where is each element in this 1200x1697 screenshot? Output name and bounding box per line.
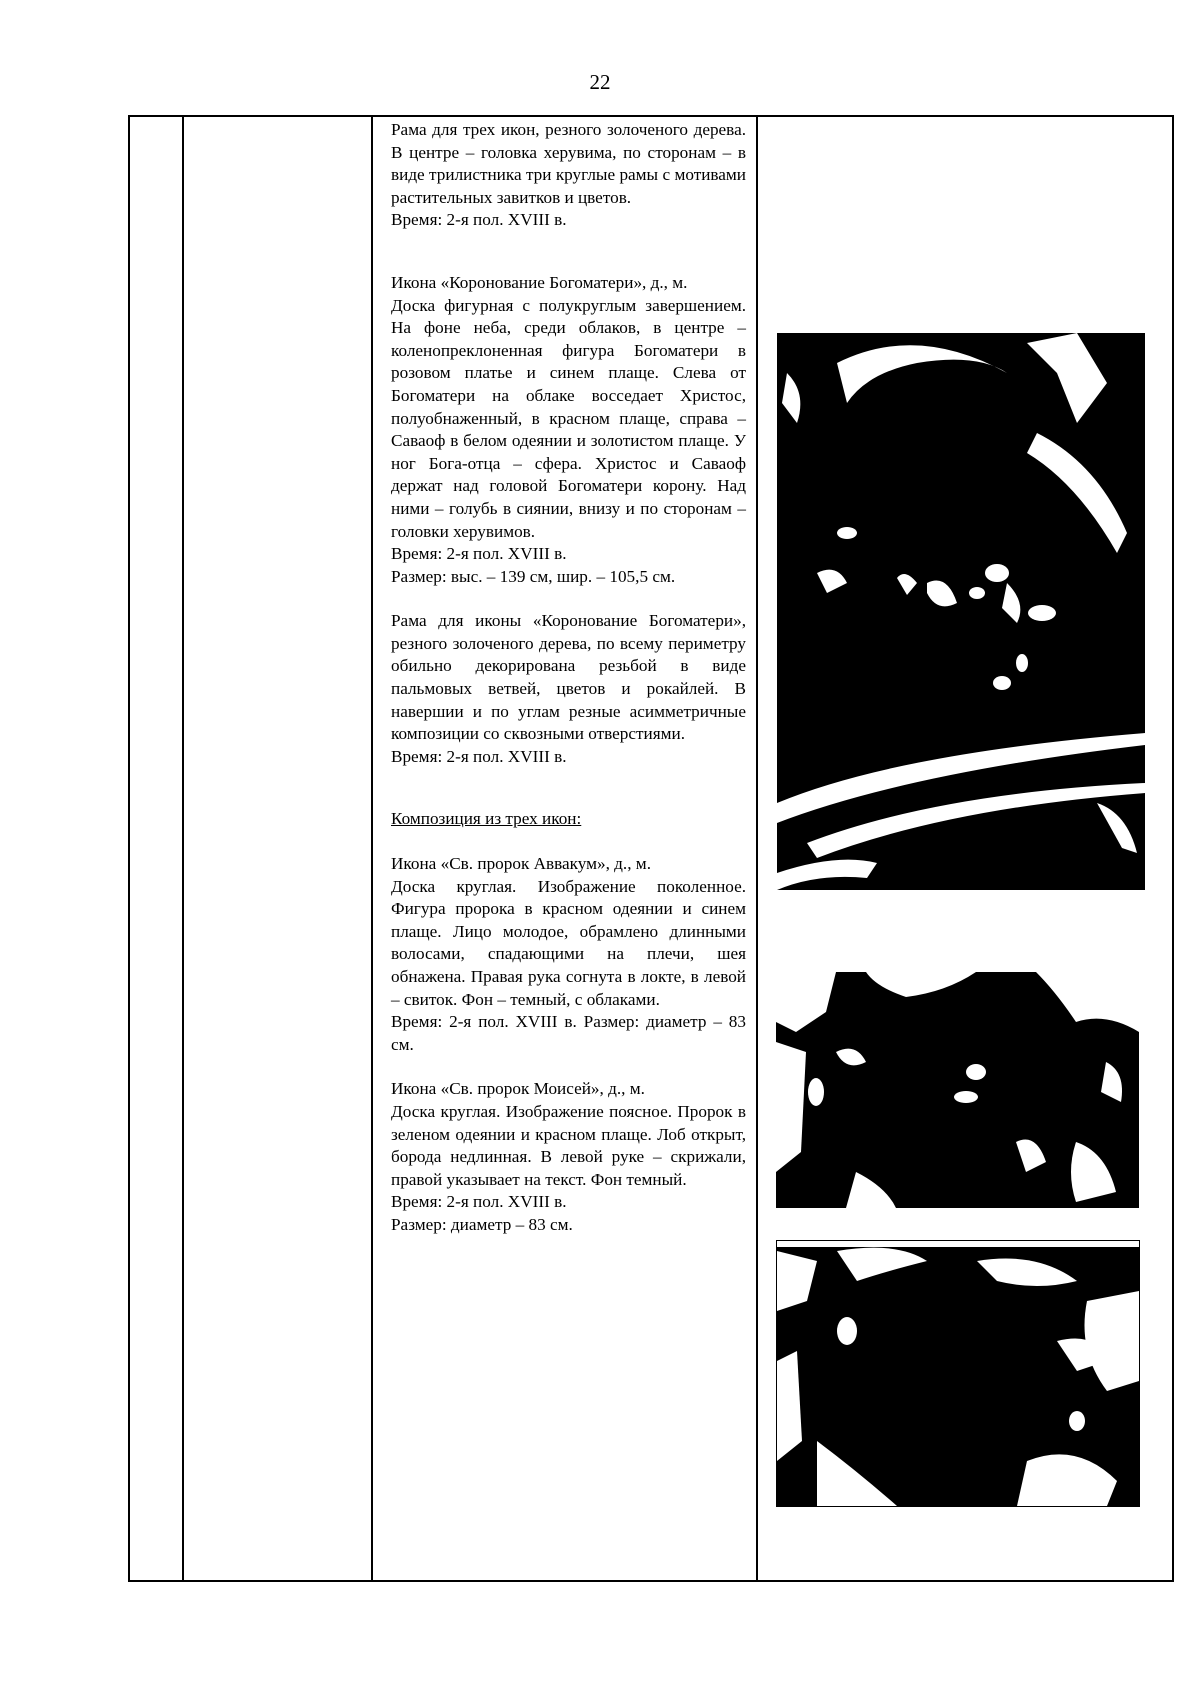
entry-text: Доска круглая. Изображение поясное. Пророк в зеленом одеянии и красном плаще. Лоб открыт, борода недлинная. В левой руке – скрижали, правой указывает на текст. Фон темный. — [391, 1101, 746, 1189]
entry-date: Время: 2-я пол. XVIII в. Размер: диаметр – 83 см. — [391, 1012, 746, 1054]
entry-text: Доска круглая. Изображение поколенное. Фигура пророка в красном одеянии и синем плаще. Лицо молодое, обрамлено длинными волосами, спадающими на плечи, шея обнажена. Правая рука согнута в локте, в левой – свиток. Фон – темный, с облаками. — [391, 876, 746, 1009]
entry-title: Икона «Св. пророк Аввакум», д., м. — [391, 854, 651, 874]
description-column — [381, 117, 756, 1237]
entry-text: Рама для трех икон, резного золоченого дерева. В центре – головка херувима, по сторонам – в виде трилистника три круглые рамы с мотивами растительных завитков и цветов. — [391, 120, 746, 207]
entry-text: Доска фигурная с полукруглым завершением. На фоне неба, среди облаков, в центре – коленопреклоненная фигура Богоматери в розовом платье и синем плаще. Слева от Богоматери на облаке восседает Христос, полуобнаженный, в красном плаще, справа – Саваоф в белом одеянии и золотистом плаще. У ног Бога-отца – сфера. Христос и Саваоф держат над головой Богоматери корону. Над ними – голубь в сиянии, внизу и по сторонам – головки херувимов. — [391, 295, 746, 541]
entry-text: Рама для иконы «Коронование Богоматери», резного золоченого дерева, по всему периметру обильно декорирована резьбой в виде пальмовых ветвей, цветов и рокайлей. В навершии и по углам резные асимметричные композиции со сквозными отверстиями. — [391, 611, 746, 744]
entry-date: Время: 2-я пол. XVIII в. — [391, 1192, 567, 1212]
column-divider-2 — [371, 117, 373, 1580]
column-divider-1 — [182, 117, 184, 1580]
entry-date: Время: 2-я пол. XVIII в. — [391, 210, 567, 230]
coronation-icon-photo — [777, 333, 1145, 890]
section-heading: Композиция из трех икон: — [391, 809, 582, 829]
entry-size: Размер: выс. – 139 см, шир. – 105,5 см. — [391, 566, 676, 586]
entry-date: Время: 2-я пол. XVIII в. — [391, 544, 567, 564]
entry-title: Икона «Коронование Богоматери», д., м. — [391, 272, 688, 292]
column-divider-3 — [756, 117, 758, 1580]
page-number: 22 — [589, 70, 611, 94]
entry-title: Икона «Св. пророк Моисей», д., м. — [391, 1079, 645, 1099]
entry-size: Размер: диаметр – 83 см. — [391, 1214, 573, 1234]
entry-date: Время: 2-я пол. XVIII в. — [391, 746, 567, 766]
prophet-moses-icon-photo — [776, 1240, 1140, 1507]
prophet-habakkuk-icon-photo — [776, 972, 1139, 1208]
